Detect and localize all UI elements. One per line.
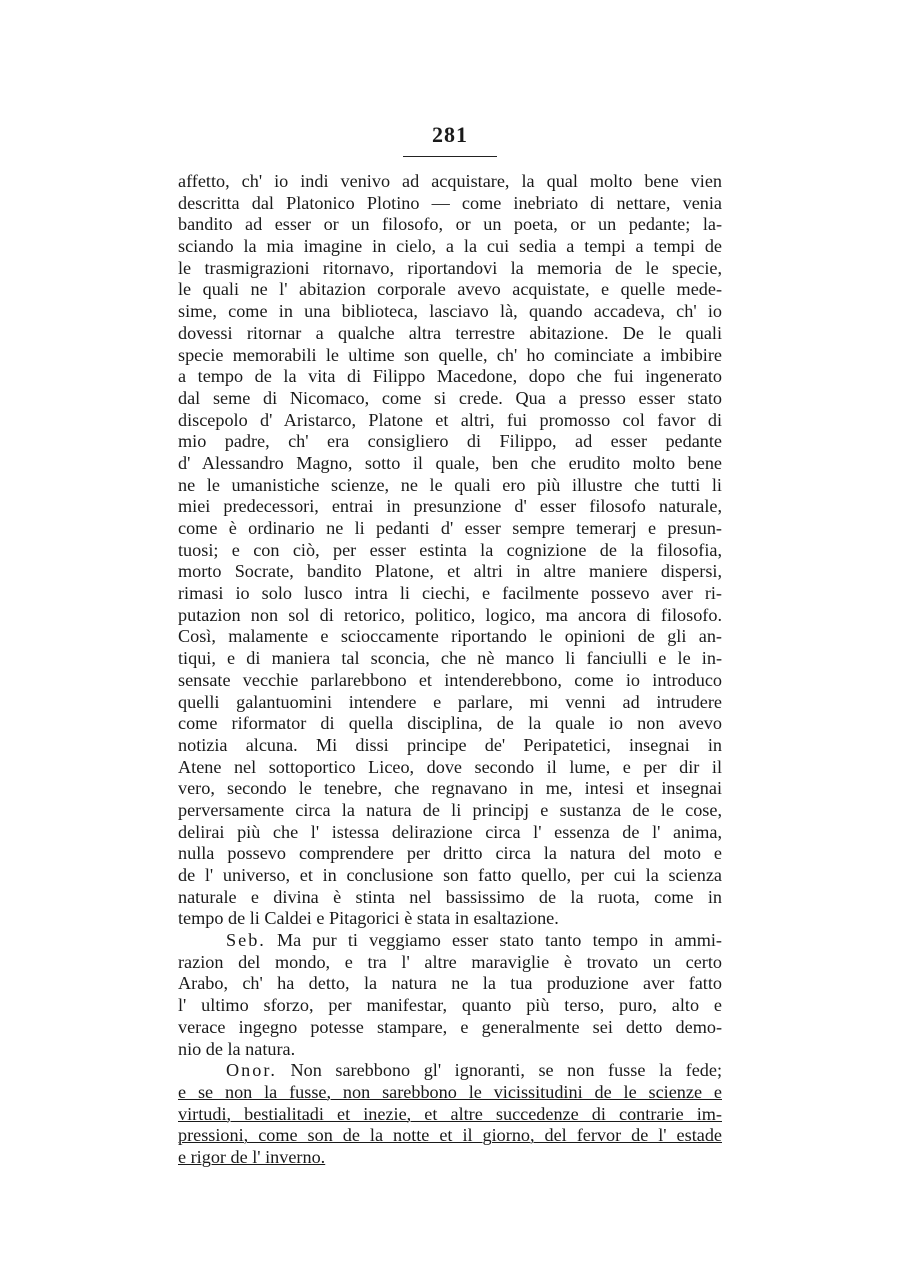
text-line: Arabo, ch' ha detto, la natura ne la tua produzione aver fatto xyxy=(178,973,722,994)
text-line: dal seme di Nicomaco, come si crede. Qua a presso esser stato xyxy=(178,387,722,408)
text-line: dovessi ritornar a qualche altra terrestre abitazione. De le quali xyxy=(178,322,722,343)
text-line: de l' universo, et in conclusione son fatto quello, per cui la scienza xyxy=(178,865,722,885)
text-line: virtudi, bestialitadi et inezie, et altre succedenze di contrarie im- xyxy=(178,1103,722,1124)
text-line: discepolo d' Aristarco, Platone et altri, fui promosso col favor di xyxy=(178,409,722,430)
text-line: mio padre, ch' era consigliero di Filippo, ad esser pedante xyxy=(178,431,722,452)
text-line: tuosi; e con ciò, per esser estinta la cognizione de la filosofia, xyxy=(178,539,722,560)
text-line: l' ultimo sforzo, per manifestar, quanto più terso, puro, alto e xyxy=(178,995,722,1016)
text-line: sensate vecchie parlarebbono et intenderebbono, come io introduco xyxy=(178,669,722,690)
text-line: sciando la mia imagine in cielo, a la cui sedia a tempi a tempi de xyxy=(178,236,722,257)
text-line: rimasi io solo lusco intra li ciechi, e facilmente possevo aver ri- xyxy=(178,583,722,604)
text-line: putazion non sol di retorico, politico, logico, ma ancora di filosofo. xyxy=(178,604,722,625)
text-line: bandito ad esser or un filosofo, or un poeta, or un pedante; la- xyxy=(178,214,722,235)
text-line: nulla possevo comprendere per dritto circa la natura del moto e xyxy=(178,843,722,864)
text-line: come riformator di quella disciplina, de la quale io non avevo xyxy=(178,713,722,734)
text-line: miei predecessori, entrai in presunzione d' esser filosofo naturale, xyxy=(178,496,722,517)
text-line: come è ordinario ne li pedanti d' esser sempre temerarj e presun- xyxy=(178,518,722,538)
text-line: Così, malamente e scioccamente riportando le opinioni de gli an- xyxy=(178,626,722,647)
text-line: ne le umanistiche scienze, ne le quali ero più illustre che tutti li xyxy=(178,474,722,495)
text-line: Atene nel sottoportico Liceo, dove secondo il lume, e per dir il xyxy=(178,756,722,777)
text-line: delirai più che l' istessa delirazione circa l' essenza de l' anima, xyxy=(178,821,722,842)
text-line: notizia alcuna. Mi dissi principe de' Peripatetici, insegnai in xyxy=(178,734,722,755)
speaker-label: Onor. xyxy=(226,1060,277,1081)
text-line: perversamente circa la natura de li principj e sustanza de le cose, xyxy=(178,799,722,820)
text-line: sime, come in una biblioteca, lasciavo là, quando accadeva, ch' io xyxy=(178,301,722,322)
body-text xyxy=(178,171,722,1169)
speech-text: Non sarebbono gl' ignoranti, se non fusse la fede; xyxy=(290,1060,723,1081)
text-line: a tempo de la vita di Filippo Macedone, dopo che fui ingenerato xyxy=(178,366,722,387)
speech-text: Ma pur ti veggiamo esser stato tanto tempo in ammi- xyxy=(277,930,722,951)
text-line: quelli galantuomini intendere e parlare, mi venni ad intrudere xyxy=(178,691,722,712)
text-line: e se non la fusse, non sarebbono le vicissitudini de le scienze e xyxy=(178,1081,722,1102)
page-number: 281 xyxy=(432,122,468,147)
text-line: vero, secondo le tenebre, che regnavano in me, intesi et insegnai xyxy=(178,778,722,799)
speaker-label: Seb. xyxy=(226,930,266,951)
text-line: morto Socrate, bandito Platone, et altri in altre maniere dispersi, xyxy=(178,561,722,582)
text-line: le quali ne l' abitazion corporale avevo acquistate, e quelle mede- xyxy=(178,279,722,300)
text-line: pressioni, come son de la notte et il giorno, del fervor de l' estade xyxy=(178,1125,722,1146)
text-line: specie memorabili le ultime son quelle, ch' ho cominciate a imbibire xyxy=(178,344,722,365)
text-line: tempo de li Caldei e Pitagorici è stata in esaltazione. xyxy=(178,908,559,929)
text-line: le trasmigrazioni ritornavo, riportandovi la memoria de le specie, xyxy=(178,257,722,278)
speech-onor xyxy=(178,1060,722,1082)
text-line: nio de la natura. xyxy=(178,1038,296,1059)
header-rule xyxy=(403,156,497,157)
text-line: d' Alessandro Magno, sotto il quale, ben che erudito molto bene xyxy=(178,452,722,473)
text-line: e rigor de l' inverno. xyxy=(178,1146,326,1167)
text-line: razion del mondo, e tra l' altre maraviglie è trovato un certo xyxy=(178,951,722,972)
text-line: verace ingegno potesse stampare, e generalmente sei detto demo- xyxy=(178,1016,722,1037)
text-line: descritta dal Platonico Plotino — come inebriato di nettare, venia xyxy=(178,192,722,213)
text-line: affetto, ch' io indi venivo ad acquistare, la qual molto bene vien xyxy=(178,171,722,191)
text-line: naturale e divina è stinta nel bassissimo de la ruota, come in xyxy=(178,886,722,907)
speech-seb xyxy=(178,930,722,952)
text-line: tiqui, e di maniera tal sconcia, che nè manco li fanciulli e le in- xyxy=(178,648,722,669)
